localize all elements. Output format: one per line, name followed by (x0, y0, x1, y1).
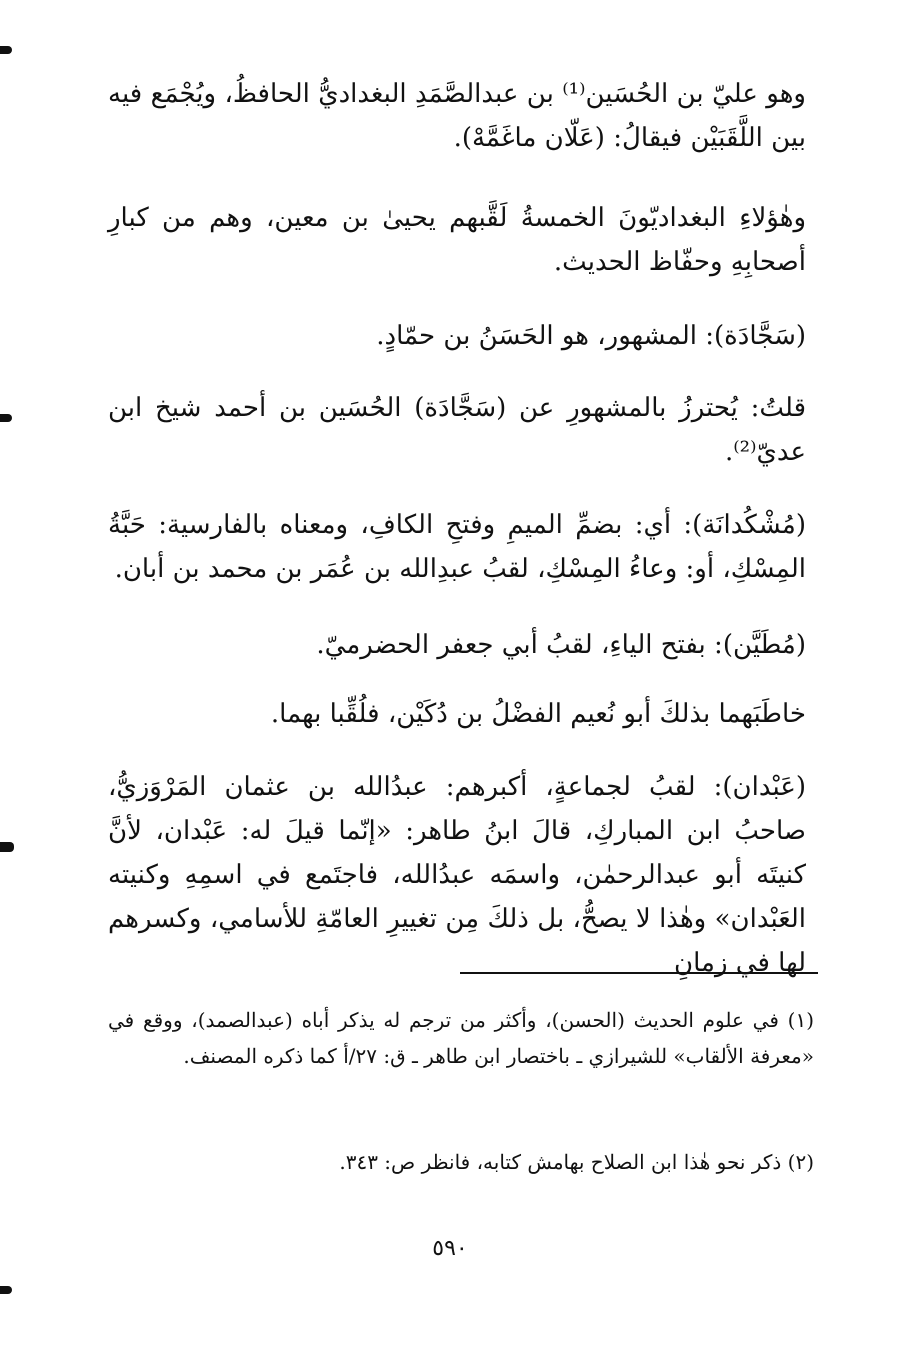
footnote: (١) في علوم الحديث (الحسن)، وأكثر من ترجم له يذكر أباه (عبدالصمد)، ووقع في «معرفة الألقاب» للشيرازي ـ باختصار ابن طاهر ـ ق: ٢٧/أ كما ذكره المصنف. (108, 1008, 814, 1068)
footnote: (٢) ذكر نحو هٰذا ابن الصلاح بهامش كتابه، فانظر ص: ٣٤٣. (339, 1150, 814, 1174)
body-paragraph: قلتُ: يُحترزُ بالمشهورِ عن (سَجَّادَة) الحُسَين بن أحمد شيخ ابن عديّ⁽²⁾. (108, 393, 806, 467)
body-paragraph: خاطَبَهما بذلكَ أبو نُعيم الفضْلُ بن دُكَيْن، فلُقِّبا بهما. (270, 699, 806, 729)
body-paragraph: وهٰؤلاءِ البغداديّونَ الخمسةُ لَقَّبهم يحيىٰ بن معين، وهم من كبارِ أصحابِهِ وحفّاظ الحديث. (108, 203, 807, 277)
body-paragraph: (سَجَّادَة): المشهور، هو الحَسَنُ بن حمّادٍ. (376, 321, 806, 351)
scan-edge-mark (0, 414, 12, 422)
body-paragraph: (مُطَيَّن): بفتح الياءِ، لقبُ أبي جعفر الحضرميّ. (316, 630, 806, 660)
scan-edge-mark (0, 1286, 12, 1294)
body-paragraph: (عَبْدان): لقبُ لجماعةٍ، أكبرهم: عبدُالله بن عثمان المَرْوَزيُّ، صاحبُ ابن المباركِ، قالَ ابنُ طاهر: «إنّما قيلَ له: عَبْدان، لأنَّ كنيتَه أبو عبدالرحمٰن، واسمَه عبدُالله، فاجتَمع في اسمِهِ وكنيته العَبْدان» وهٰذا لا يصحُّ، بل ذلكَ مِن تغييرِ العامّةِ للأسامي، وكسرهم لها في زمانِ (108, 772, 806, 978)
footnote-separator (460, 972, 818, 974)
scan-edge-mark (0, 46, 12, 54)
page-number: ٥٩٠ (432, 1236, 468, 1261)
body-paragraph: وهو عليّ بن الحُسَين⁽¹⁾ بن عبدالصَّمَدِ البغداديُّ الحافظُ، ويُجْمَع فيه بين اللَّقَبَيْن فيقالُ: (عَلّان ماغَمَّهْ). (108, 79, 806, 153)
scan-edge-mark (0, 842, 14, 852)
body-paragraph: (مُشْكُدانَة): أي: بضمِّ الميمِ وفتحِ الكافِ، ومعناه بالفارسية: حَبَّةُ المِسْكِ، أو: وعاءُ المِسْكِ، لقبُ عبدِالله بن عُمَر بن محمد بن أبان. (108, 510, 806, 584)
